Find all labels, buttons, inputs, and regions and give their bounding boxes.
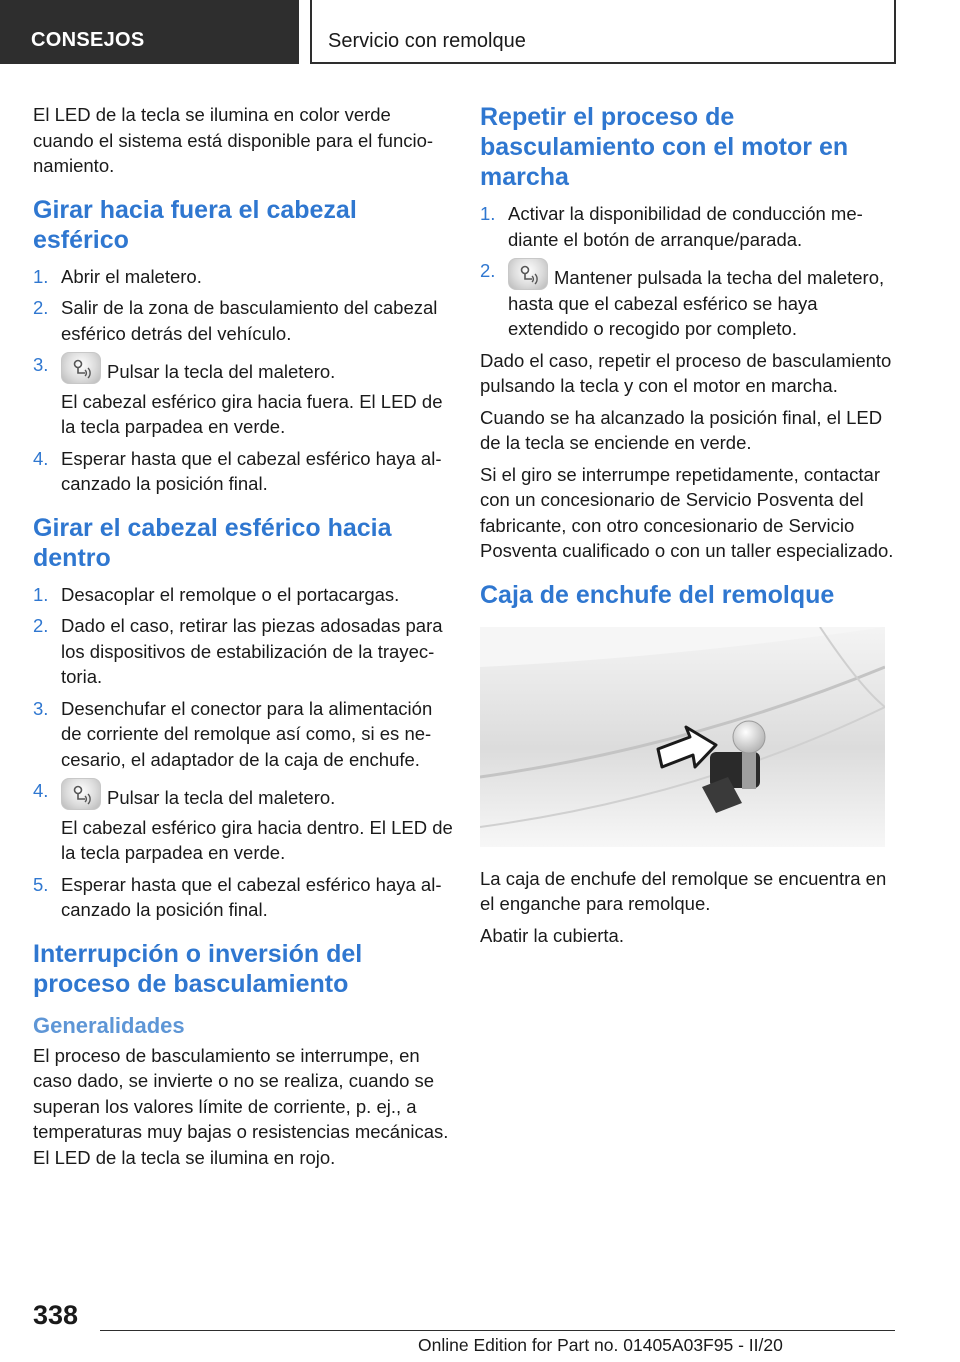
list-item — [33, 295, 453, 346]
step-extra: El cabezal esférico gira hacia dentro. El LED de la tecla parpadea en verde. — [61, 816, 453, 863]
step-number: 2. — [33, 615, 49, 636]
step-number: 1. — [480, 203, 496, 224]
trailer-hitch-button-icon — [61, 352, 101, 384]
steps-repeat — [480, 201, 900, 342]
right-column — [480, 102, 900, 954]
step-text: Salir de la zona de basculamiento del cabezal esférico detrás del vehículo. — [61, 297, 438, 344]
header-section: CONSEJOS — [31, 29, 145, 51]
left-column — [33, 102, 453, 1176]
list-item — [33, 696, 453, 773]
step-text: Desacoplar el remolque o el portacargas. — [61, 583, 400, 605]
step-number: 3. — [33, 354, 49, 375]
step-text: Mantener pulsada la techa del maletero, hasta que el cabezal esférico se haya extendido o recogido por completo. — [508, 267, 885, 339]
list-item — [33, 352, 453, 440]
list-item — [480, 201, 900, 252]
step-text: Esperar hasta que el cabezal esférico haya alcanzado la posición final. — [61, 873, 442, 920]
step-number: 2. — [480, 260, 496, 281]
trailer-socket-illustration — [480, 627, 885, 847]
socket-paragraph-2: Abatir la cubierta. — [480, 924, 624, 946]
heading-interrupt: Interrupción o inversión del proceso de basculamiento — [33, 939, 363, 998]
heading-socket: Caja de enchufe del remolque — [480, 580, 835, 609]
step-text: Dado el caso, retirar las piezas adosadas para los dispositivos de estabilización de la trayectoria. — [61, 615, 443, 687]
list-item — [33, 582, 453, 608]
intro-paragraph: El LED de la tecla se ilumina en color verde cuando el sistema está disponible para el funcionamiento. — [33, 104, 434, 176]
footer-edition: Online Edition for Part no. 01405A03F95 - II/20 — [418, 1335, 783, 1355]
list-item — [33, 778, 453, 866]
socket-paragraph-1: La caja de enchufe del remolque se encuentra en el enganche para remolque. — [480, 867, 887, 914]
header-section-tab — [0, 0, 299, 64]
step-number: 1. — [33, 265, 49, 287]
list-item — [480, 258, 900, 342]
steps-in — [33, 582, 453, 923]
list-item — [33, 264, 453, 290]
repeat-paragraph-1: Dado el caso, repetir el proceso de basculamiento pulsando la tecla y con el motor en marcha. — [480, 349, 892, 396]
step-text: Pulsar la tecla del maletero. — [107, 787, 336, 808]
step-number: 4. — [33, 780, 49, 801]
steps-out — [33, 264, 453, 497]
step-text: Abrir el maletero. — [61, 265, 202, 287]
repeat-paragraph-3: Si el giro se interrumpe repetidamente, contactar con un concesionario de Servicio Posventa del fabricante, con otro concesionario de Servicio Posventa cualificado o con un taller especializado. — [480, 463, 894, 561]
interrupt-paragraph: El proceso de basculamiento se interrumpe, en caso dado, se invierte o no se realiza, cuando se superan los valores límite de corriente, p. ej., a temperaturas muy bajas o resistencias mecánicas. El LED de la tecla se ilumina en rojo. — [33, 1044, 449, 1168]
footer-divider — [100, 1330, 895, 1331]
step-number: 4. — [33, 447, 49, 469]
list-item — [33, 446, 453, 497]
step-number: 3. — [33, 697, 49, 719]
heading-out: Girar hacia fuera el cabezal esférico — [33, 195, 357, 254]
step-text: Desenchufar el conector para la alimentación de corriente del remolque así como, si es necesario, el adaptador de la caja de enchufe. — [61, 697, 433, 770]
step-text: Pulsar la tecla del maletero. — [107, 361, 336, 382]
subheading-general: Generalidades — [33, 1012, 185, 1038]
header-title-box — [310, 0, 896, 64]
page-number: 338 — [33, 1300, 79, 1330]
trailer-hitch-button-icon — [61, 778, 101, 810]
step-text: Esperar hasta que el cabezal esférico haya alcanzado la posición final. — [61, 447, 442, 494]
list-item — [33, 613, 453, 690]
heading-repeat: Repetir el proceso de basculamiento con el motor en marcha — [480, 103, 849, 191]
step-number: 5. — [33, 873, 49, 895]
trailer-hitch-button-icon — [508, 258, 548, 290]
step-extra: El cabezal esférico gira hacia fuera. El LED de la tecla parpadea en verde. — [61, 390, 443, 437]
list-item — [33, 872, 453, 923]
repeat-paragraph-2: Cuando se ha alcanzado la posición final, el LED de la tecla se enciende en verde. — [480, 406, 883, 453]
step-number: 2. — [33, 297, 49, 318]
heading-in: Girar el cabezal esférico hacia dentro — [33, 513, 392, 572]
header-title: Servicio con remolque — [328, 30, 526, 52]
step-number: 1. — [33, 583, 49, 605]
step-text: Activar la disponibilidad de conducción mediante el botón de arranque/parada. — [508, 203, 863, 250]
